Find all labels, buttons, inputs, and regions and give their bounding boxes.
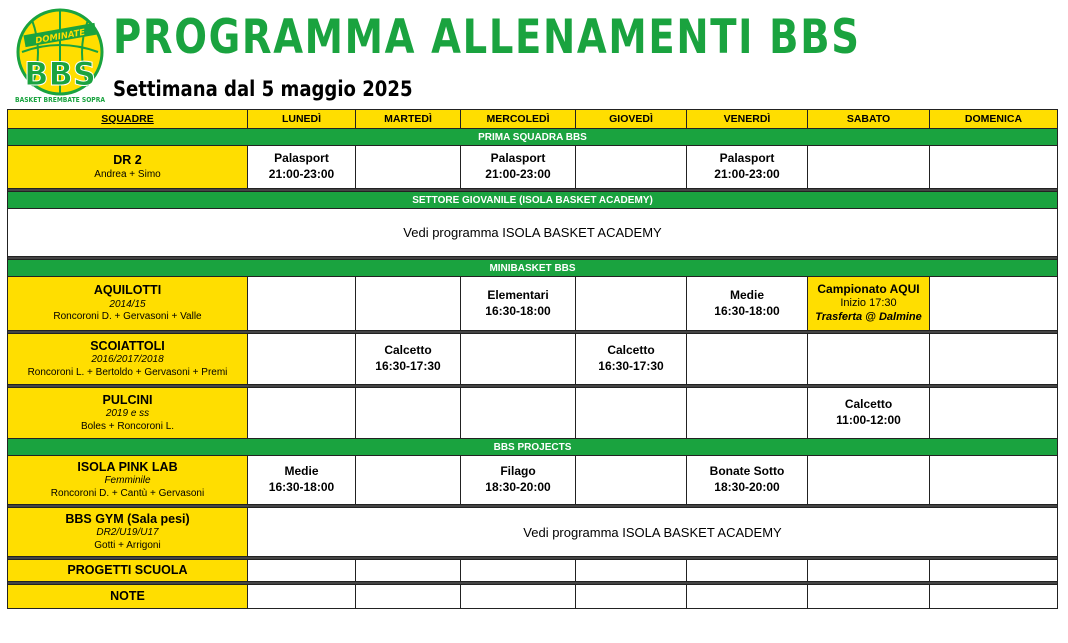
slot-empty (248, 585, 356, 609)
slot-empty (248, 560, 356, 582)
slot-time: 16:30-18:00 (714, 303, 780, 318)
team-progetti-scuola (8, 560, 248, 582)
slot-empty (808, 585, 930, 609)
team-dr2 (8, 146, 248, 189)
col-sabato: SABATO (808, 110, 930, 129)
team-coach: Roncoroni L. + Bertoldo + Gervasoni + Premi (27, 366, 228, 378)
table-row (8, 209, 1058, 257)
table-row (8, 277, 1058, 331)
slot-empty (687, 388, 808, 439)
game-title: Campionato AQUI (817, 282, 920, 297)
slot-empty (248, 388, 356, 439)
slot-empty (930, 277, 1058, 331)
section-label: MINIBASKET BBS (8, 260, 1058, 277)
game-location: Trasferta @ Dalmine (815, 311, 922, 323)
svg-text:BASKET BREMBATE SOPRA: BASKET BREMBATE SOPRA (15, 95, 106, 104)
slot-time: 11:00-12:00 (836, 413, 901, 427)
slot-empty (576, 456, 687, 505)
slot-place: Medie (729, 287, 764, 302)
slot-empty (930, 146, 1058, 189)
slot-empty (576, 388, 687, 439)
team-name: SCOIATTOLI (90, 338, 165, 353)
team-coach: Boles + Roncoroni L. (80, 420, 175, 432)
team-years: 2016/2017/2018 (91, 354, 164, 366)
slot-place: Calcetto (607, 343, 655, 358)
col-domenica: DOMENICA (930, 110, 1058, 129)
game-start: Inizio 17:30 (840, 297, 897, 310)
section-label: PRIMA SQUADRA BBS (8, 129, 1058, 146)
team-name: ISOLA PINK LAB (77, 459, 178, 474)
slot-aquilotti-sat-game (808, 277, 930, 331)
team-name: NOTE (110, 588, 145, 603)
slot-empty (687, 334, 808, 385)
slot-time: 18:30-20:00 (714, 480, 780, 494)
team-coach: Gotti + Arrigoni (94, 539, 161, 551)
gym-note: Vedi programma ISOLA BASKET ACADEMY (248, 508, 1058, 557)
table-row (8, 508, 1058, 557)
slot-aquilotti-wed (461, 277, 576, 331)
slot-empty (356, 277, 461, 331)
section-bbs-projects (8, 439, 1058, 456)
slot-empty (356, 146, 461, 189)
table-row (8, 388, 1058, 439)
slot-place: Palasport (719, 151, 775, 166)
team-years: DR2/U19/U17 (96, 527, 159, 539)
slot-empty (461, 334, 576, 385)
slot-time: 21:00-23:00 (485, 167, 551, 181)
slot-empty (930, 456, 1058, 505)
team-scoiattoli (8, 334, 248, 385)
slot-time: 16:30-18:00 (485, 303, 551, 318)
team-aquilotti (8, 277, 248, 331)
giovanile-note: Vedi programma ISOLA BASKET ACADEMY (8, 209, 1058, 257)
slot-empty (576, 585, 687, 609)
slot-pulcini-sat (808, 388, 930, 439)
slot-dr2-mon (248, 146, 356, 189)
svg-text:BBS: BBS (24, 55, 96, 93)
slot-empty (687, 560, 808, 582)
slot-place: Elementari (487, 287, 549, 302)
schedule-table (7, 109, 1058, 609)
slot-pinklab-mon (248, 456, 356, 505)
slot-place: Palasport (274, 151, 329, 166)
slot-dr2-wed (461, 146, 576, 189)
team-name: PROGETTI SCUOLA (67, 562, 188, 577)
team-bbs-gym (8, 508, 248, 557)
slot-place: Calcetto (844, 397, 893, 412)
slot-time: 21:00-23:00 (714, 167, 780, 181)
slot-time: 16:30-18:00 (268, 480, 335, 494)
slot-empty (248, 334, 356, 385)
section-minibasket (8, 260, 1058, 277)
slot-empty (930, 334, 1058, 385)
table-row (8, 334, 1058, 385)
slot-place: Palasport (490, 151, 546, 166)
team-name: AQUILOTTI (93, 283, 162, 298)
slot-aquilotti-fri (687, 277, 808, 331)
slot-empty (356, 585, 461, 609)
col-squadre: SQUADRE (8, 110, 248, 129)
team-name: PULCINI (102, 392, 153, 407)
slot-place: Bonate Sotto (709, 464, 785, 479)
slot-empty (576, 277, 687, 331)
section-settore-giovanile (8, 192, 1058, 209)
slot-empty (356, 456, 461, 505)
section-label: SETTORE GIOVANILE (ISOLA BASKET ACADEMY) (8, 192, 1058, 209)
slot-place: Filago (500, 464, 536, 479)
section-label: BBS PROJECTS (8, 439, 1058, 456)
slot-place: Calcetto (384, 343, 432, 358)
slot-empty (576, 146, 687, 189)
slot-time: 21:00-23:00 (268, 167, 335, 181)
svg-text:DOMINATE: DOMINATE (34, 27, 87, 47)
slot-time: 18:30-20:00 (485, 480, 551, 494)
team-years: 2019 e ss (105, 408, 150, 420)
header-row (8, 110, 1058, 129)
slot-empty (930, 560, 1058, 582)
team-coach: Andrea + Simo (94, 168, 161, 180)
table-row (8, 456, 1058, 505)
slot-empty (930, 388, 1058, 439)
table-row (8, 585, 1058, 609)
slot-dr2-fri (687, 146, 808, 189)
team-name: BBS GYM (Sala pesi) (65, 511, 190, 526)
bbs-logo (14, 8, 106, 104)
team-coach: Roncoroni D. + Gervasoni + Valle (53, 311, 202, 323)
col-giovedi: GIOVEDÌ (576, 110, 687, 129)
slot-time: 16:30-17:30 (375, 359, 441, 373)
slot-pinklab-wed (461, 456, 576, 505)
slot-empty (576, 560, 687, 582)
slot-pinklab-fri (687, 456, 808, 505)
slot-empty (930, 585, 1058, 609)
team-pulcini (8, 388, 248, 439)
page-subtitle: Settimana dal 5 maggio 2025 (113, 77, 413, 101)
slot-empty (808, 146, 930, 189)
team-years: 2014/15 (109, 298, 146, 310)
col-mercoledi: MERCOLEDÌ (461, 110, 576, 129)
slot-empty (808, 560, 930, 582)
slot-empty (687, 585, 808, 609)
slot-empty (808, 456, 930, 505)
col-martedi: MARTEDÌ (356, 110, 461, 129)
slot-empty (461, 560, 576, 582)
col-venerdi: VENERDÌ (687, 110, 808, 129)
slot-empty (461, 585, 576, 609)
table-row (8, 560, 1058, 582)
slot-empty (248, 277, 356, 331)
slot-time: 16:30-17:30 (598, 359, 664, 373)
team-coach: Roncoroni D. + Cantù + Gervasoni (50, 487, 205, 499)
section-prima-squadra (8, 129, 1058, 146)
table-row (8, 146, 1058, 189)
slot-empty (356, 388, 461, 439)
slot-place: Medie (284, 464, 319, 479)
slot-empty (808, 334, 930, 385)
col-lunedi: LUNEDÌ (248, 110, 356, 129)
slot-empty (461, 388, 576, 439)
team-years: Femminile (104, 475, 151, 487)
slot-scoiattoli-thu (576, 334, 687, 385)
team-isola-pink-lab (8, 456, 248, 505)
slot-empty (356, 560, 461, 582)
team-note (8, 585, 248, 609)
page-title: PROGRAMMA ALLENAMENTI BBS (113, 10, 861, 65)
team-name: DR 2 (113, 152, 142, 167)
slot-scoiattoli-tue (356, 334, 461, 385)
